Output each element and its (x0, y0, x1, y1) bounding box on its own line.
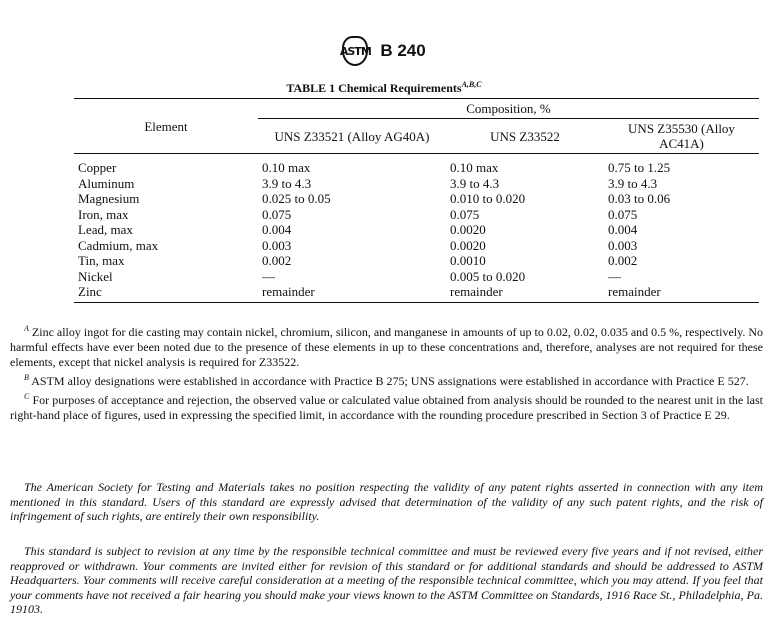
patent-notice-text: The American Society for Testing and Materials takes no position respecting the validity of any patent rights asserted in connection with any item mentioned in this standard. Users of this standard are expressly advised that determination of the validity of any such patent rights, and the risk of infringement of such rights, are entirely their own responsibility. (10, 480, 763, 523)
z35530-value-cell: 0.002 (608, 253, 638, 268)
z33522-value-cell: 0.0020 (450, 222, 486, 237)
z33521-value-cell: 0.10 max (262, 160, 311, 175)
element-cell: Iron, max (78, 206, 129, 222)
z33521-value-cell: 0.002 (262, 253, 292, 268)
element-cell: Aluminum (78, 175, 135, 191)
column-header-z33521: UNS Z33521 (Alloy AG40A) (258, 119, 446, 154)
table-body (74, 154, 759, 303)
z35530-value-cell: 0.003 (608, 237, 638, 253)
composition-header: Composition, % (258, 99, 759, 119)
footnote-b (10, 370, 763, 389)
table-row (74, 238, 759, 254)
z33522-value-cell: 0.005 to 0.020 (450, 268, 526, 284)
footnote-b-mark: B (24, 373, 29, 382)
element-cell: Lead, max (78, 222, 133, 237)
footnote-c-text: For purposes of acceptance and rejection, the observed value or calculated value obtained from analysis should be rounded to the nearest unit in the last right-hand place of figures, used in expressing the specified limit, in accordance with the rounding procedure prescribed in Section 3 of Practice E 29. (10, 393, 763, 422)
column-header-z35530: UNS Z35530 (Alloy AC41A) (604, 119, 759, 154)
z33522-value-cell: 0.010 to 0.020 (450, 191, 526, 206)
table-row (74, 253, 759, 269)
table-row (74, 269, 759, 285)
element-cell: Nickel (78, 268, 113, 284)
table-row (74, 191, 759, 207)
z35530-value-cell: remainder (604, 284, 759, 302)
astm-logo: ASTM (342, 36, 368, 66)
z35530-value-cell: 3.9 to 4.3 (608, 175, 658, 191)
patent-notice (10, 480, 763, 524)
element-cell: Tin, max (78, 253, 125, 268)
table-footnotes (10, 321, 763, 423)
z35530-value-cell: 0.004 (608, 222, 638, 237)
z33521-value-cell: 0.025 to 0.05 (262, 191, 331, 206)
element-cell: Copper (78, 160, 117, 175)
z33522-value-cell: 0.0020 (450, 237, 486, 253)
z35530-value-cell: 0.03 to 0.06 (608, 191, 671, 206)
z33521-value-cell: 0.003 (262, 237, 292, 253)
footnote-c-mark: C (24, 392, 30, 401)
table-row (74, 284, 759, 302)
table-row (74, 154, 759, 176)
table-row (74, 176, 759, 192)
z35530-value-cell: 0.075 (608, 206, 638, 222)
table-row (74, 222, 759, 238)
footnote-b-text: ASTM alloy designations were established in accordance with Practice B 275; UNS assignations were established in accordance with Practice E 527. (31, 374, 749, 388)
z33521-value-cell: 3.9 to 4.3 (262, 175, 312, 191)
table-caption-text: TABLE 1 Chemical Requirements (286, 81, 462, 95)
chemical-requirements-table (74, 98, 759, 303)
element-cell: Magnesium (78, 191, 140, 206)
table-caption (0, 80, 768, 96)
page-header (0, 36, 768, 66)
element-column-header: Element (74, 99, 258, 154)
element-cell: Zinc (74, 284, 258, 302)
z35530-value-cell: 0.75 to 1.25 (608, 160, 671, 175)
element-cell: Cadmium, max (78, 237, 159, 253)
document-number: B 240 (380, 41, 426, 60)
z33522-value-cell: 0.10 max (450, 160, 499, 175)
footnote-a-text: Zinc alloy ingot for die casting may contain nickel, chromium, silicon, and manganese in amounts of up to 0.02, 0.02, 0.035 and 0.5 %, respectively. No harmful effects have ever been noted due to the presence of these elements in up to these concentrations and, therefore, analyses are not required for these elements, except that nickel analysis is required for Z33522. (10, 325, 764, 369)
z33522-value-cell: 0.0010 (450, 253, 486, 268)
z33522-value-cell: 0.075 (450, 206, 480, 222)
footnote-a (10, 321, 763, 370)
z33522-value-cell: 3.9 to 4.3 (450, 175, 500, 191)
table-caption-footnote-marks: A,B,C (461, 80, 482, 89)
z33521-value-cell: 0.075 (262, 206, 292, 222)
z33521-value-cell: — (262, 268, 275, 284)
z35530-value-cell: — (608, 268, 621, 284)
revision-notice (10, 544, 763, 617)
z33521-value-cell: remainder (258, 284, 446, 302)
z33522-value-cell: remainder (446, 284, 604, 302)
footnote-c (10, 389, 763, 423)
z33521-value-cell: 0.004 (262, 222, 292, 237)
footnote-a-mark: A (24, 324, 29, 333)
revision-notice-text: This standard is subject to revision at any time by the responsible technical committee and must be reviewed every five years and if not revised, either reapproved or withdrawn. Your comments are invited either for revision of this standard or for additional standards and should be addressed to ASTM Headquarters. Your comments will receive careful consideration at a meeting of the responsible technical committee, which you may attend. If you feel that your comments have not received a fair hearing you should make your views known to the ASTM Committee on Standards, 1916 Race St., Philadelphia, Pa. 19103. (10, 544, 763, 616)
table-row (74, 207, 759, 223)
column-header-z33522: UNS Z33522 (446, 119, 604, 154)
